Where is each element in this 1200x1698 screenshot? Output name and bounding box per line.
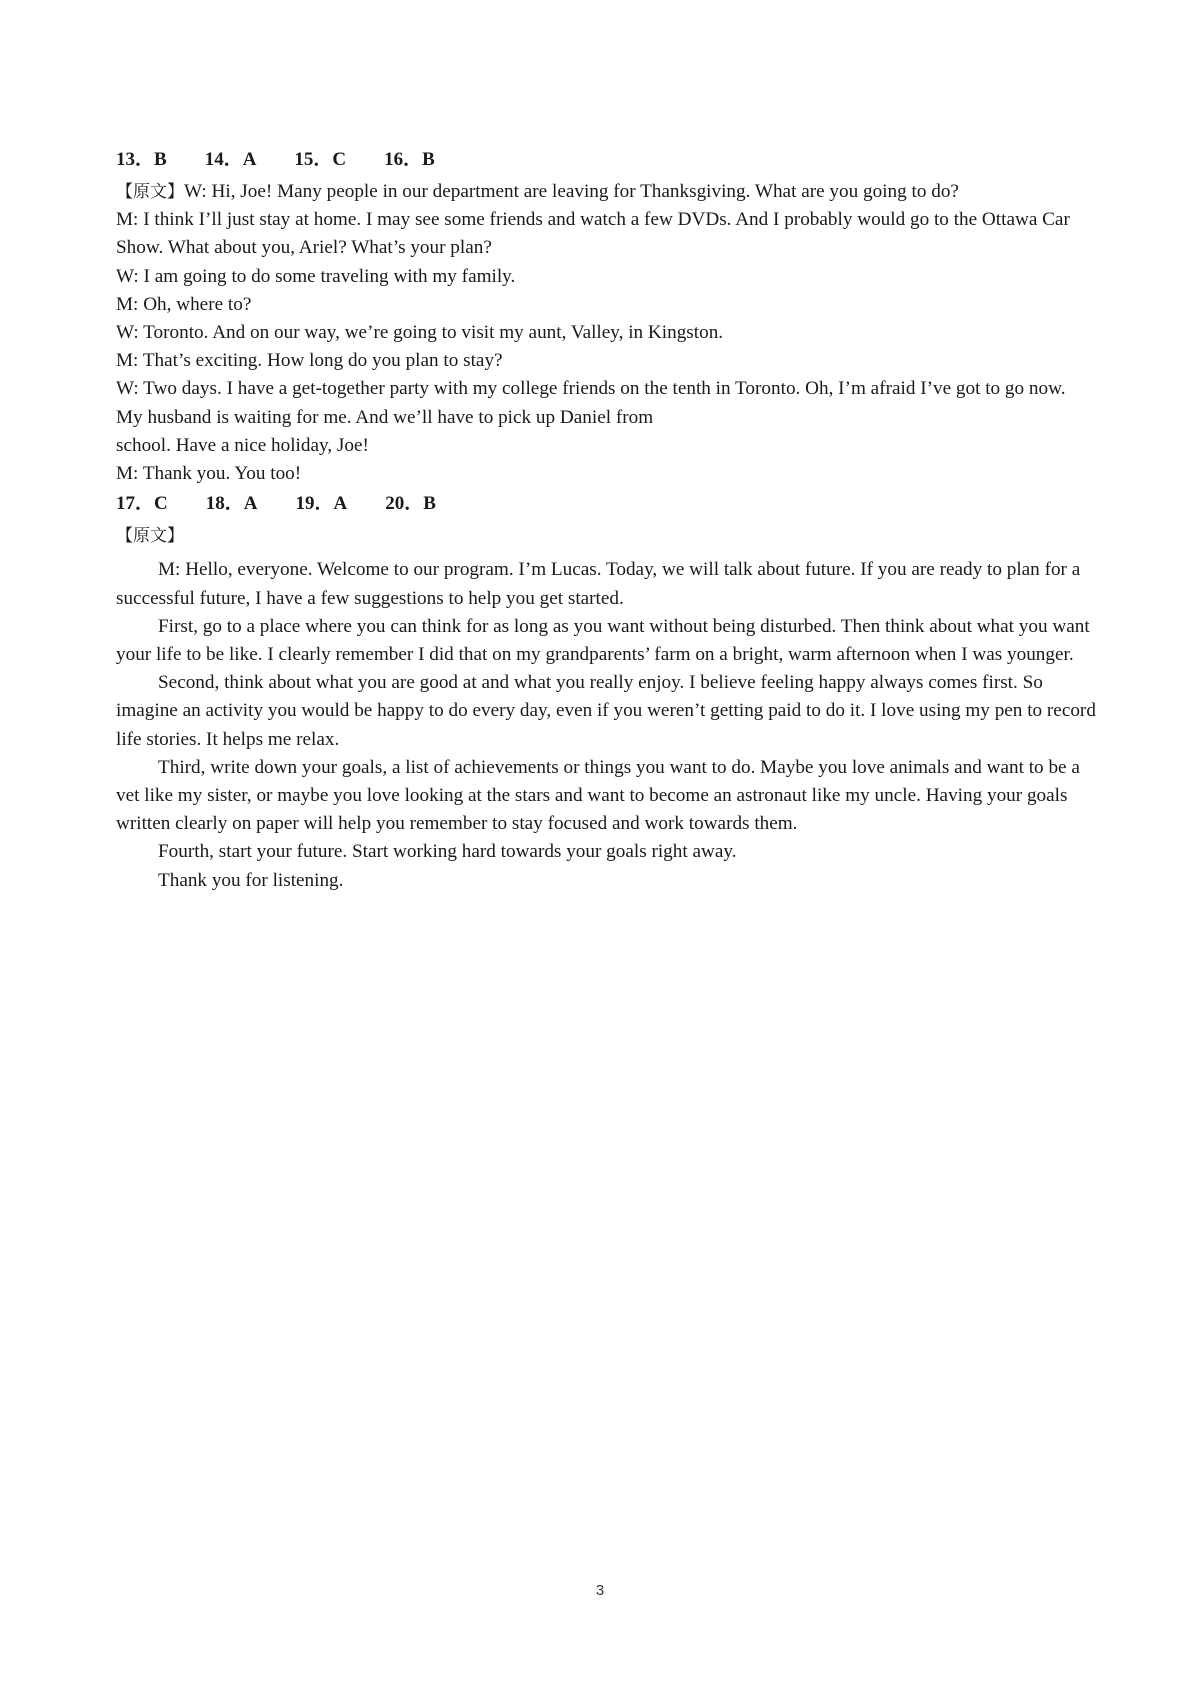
answer-18: 18．A xyxy=(205,493,258,515)
answer-key-13-16 xyxy=(116,146,1096,174)
answer-14: 14．A xyxy=(204,149,257,170)
dialogue-line: M: That’s exciting. How long do you plan to stay? xyxy=(116,350,503,372)
transcript-tag: 【原文】 xyxy=(116,526,184,547)
transcript-tag: 【原文】 xyxy=(116,182,184,202)
transcript-heading xyxy=(116,522,1096,550)
answer-16: 16．B xyxy=(384,149,435,170)
dialogue-line: M: Thank you. You too! xyxy=(116,463,302,485)
dialogue-line xyxy=(116,178,1096,206)
answer-key-17-20 xyxy=(116,490,1096,518)
monologue-paragraph: First, go to a place where you can think for as long as you want without being disturbed. Then think about what you want your life to be like. I clearly remember I did that on my grandparents’ farm on a bright, warm afternoon when I was younger. xyxy=(116,615,1090,666)
dialogue-line: M: Oh, where to? xyxy=(116,293,252,315)
answer-19: 19．A xyxy=(295,493,348,515)
answer-15: 15．C xyxy=(294,149,347,170)
monologue-paragraph: Fourth, start your future. Start working hard towards your goals right away. xyxy=(158,841,737,863)
document-body xyxy=(116,146,1096,895)
answer-17: 17．C xyxy=(116,493,168,515)
dialogue-line: school. Have a nice holiday, Joe! xyxy=(116,434,369,456)
monologue-paragraph: Second, think about what you are good at and what you really enjoy. I believe feeling happy always comes first. So imagine an activity you would be happy to do every day, even if you weren’t getting paid to do it. I love using my pen to record life stories. It helps me relax. xyxy=(116,672,1096,750)
dialogue-line: W: I am going to do some traveling with my family. xyxy=(116,265,516,287)
monologue-paragraph: Thank you for listening. xyxy=(158,869,344,891)
answer-13: 13．B xyxy=(116,149,167,170)
monologue-paragraph: Third, write down your goals, a list of achievements or things you want to do. Maybe you love animals and want to be a vet like my sister, or maybe you love looking at the stars and want to become an astronaut like my uncle. Having your goals written clearly on paper will help you remember to stay focused and work towards them. xyxy=(116,756,1080,835)
monologue-paragraph: M: Hello, everyone. Welcome to our program. I’m Lucas. Today, we will talk about future. If you are ready to plan for a successful future, I have a few suggestions to help you get started. xyxy=(116,559,1081,609)
answer-20: 20．B xyxy=(385,493,436,515)
dialogue-line: M: I think I’ll just stay at home. I may see some friends and watch a few DVDs. And I probably would go to the Ottawa Car Show. What about you, Ariel? What’s your plan? xyxy=(116,209,1070,259)
page-number: 3 xyxy=(595,1582,605,1599)
dialogue-line: W: Two days. I have a get-together party with my college friends on the tenth in Toronto. Oh, I’m afraid I’ve got to go now. My husband is waiting for me. And we’ll have to pick up Daniel from xyxy=(116,378,1066,428)
dialogue-line: W: Toronto. And on our way, we’re going to visit my aunt, Valley, in Kingston. xyxy=(116,322,724,344)
dialogue-text: W: Hi, Joe! Many people in our department are leaving for Thanksgiving. What are you going to do? xyxy=(184,181,959,202)
